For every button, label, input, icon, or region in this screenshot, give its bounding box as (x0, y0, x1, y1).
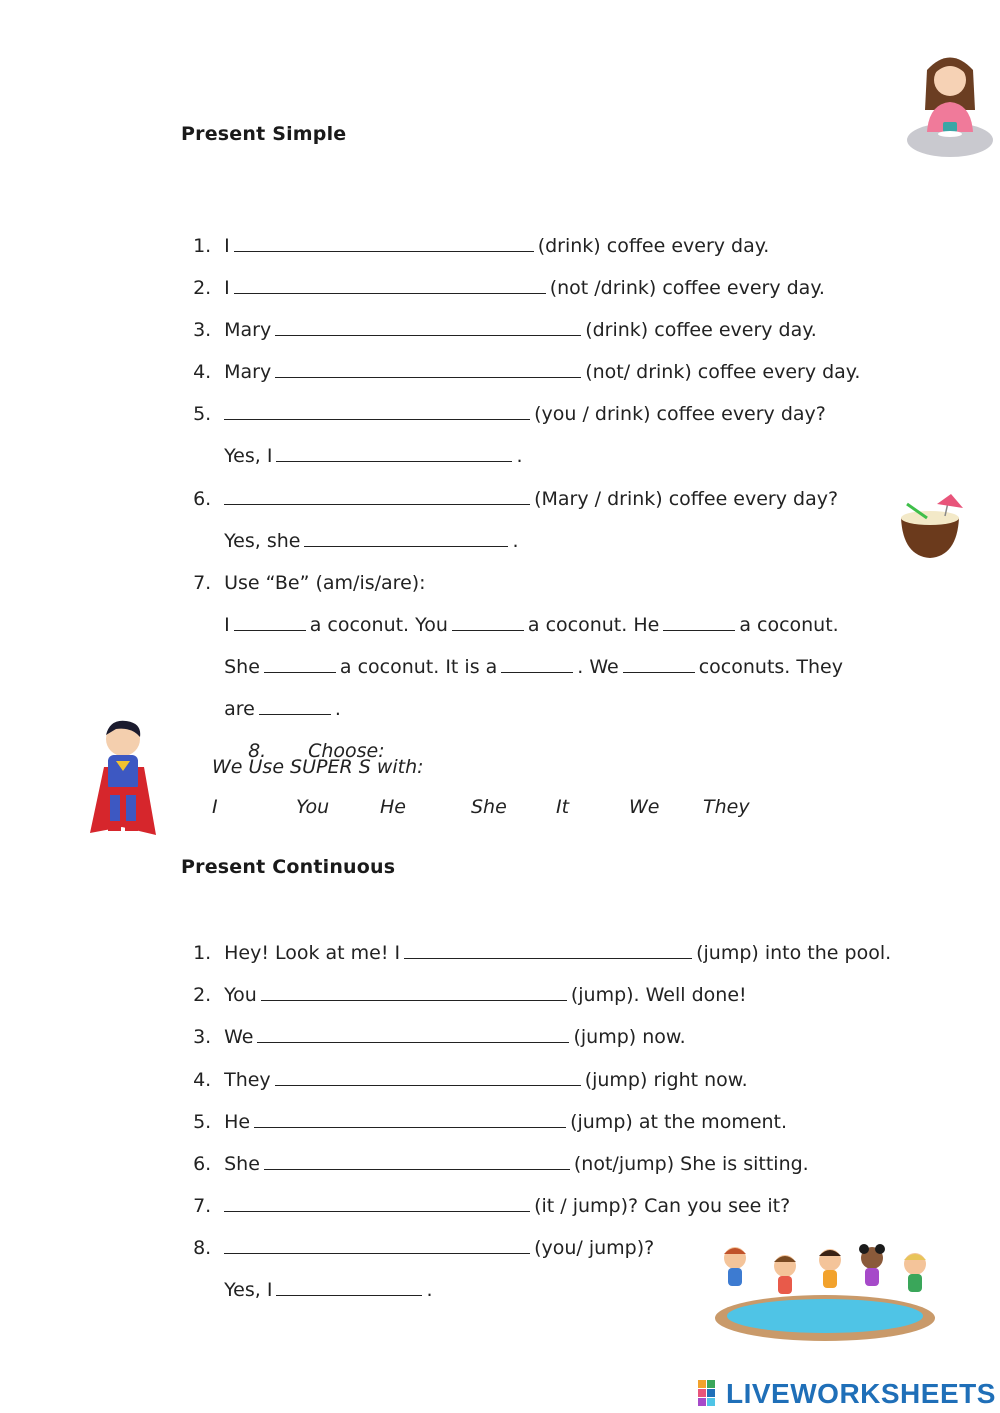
item-text: I (224, 235, 230, 257)
choice-option-they[interactable]: They (703, 796, 750, 818)
item-text: You (224, 984, 257, 1006)
superhero-illustration (86, 717, 161, 845)
item-text: Yes, I (224, 445, 273, 467)
item-text: (jump). Well done! (570, 984, 747, 1006)
item-number: 7. (193, 1195, 212, 1217)
item-number: 1. (193, 942, 212, 964)
pc-item-8-answer (212, 1251, 433, 1303)
item-number: 3. (193, 1026, 212, 1048)
be-text: I (224, 614, 230, 636)
item-text: We (224, 1026, 254, 1048)
be-text: . We (577, 656, 619, 678)
choice-option-we[interactable]: We (629, 796, 660, 818)
item-number: 1. (193, 235, 212, 257)
item-text: (jump) now. (573, 1026, 686, 1048)
item-text: (drink) coffee every day. (537, 235, 770, 257)
brand-name: LIVEWORKSHEETS (726, 1378, 996, 1409)
item-text: . (426, 1279, 433, 1301)
choice-option-she[interactable]: She (471, 796, 507, 818)
item-number: 6. (193, 488, 212, 510)
item-number: 2. (193, 984, 212, 1006)
item-number: 5. (193, 403, 212, 425)
choice-option-he[interactable]: He (380, 796, 406, 818)
choose-label: Choose: (308, 740, 385, 762)
choice-option-it[interactable]: It (556, 796, 570, 818)
item-text: (not/ drink) coffee every day. (585, 361, 861, 383)
item-text: Yes, I (224, 1279, 273, 1301)
item-number: 8. (193, 1237, 212, 1259)
answer-blank[interactable] (501, 654, 573, 673)
be-text: a coconut. (739, 614, 839, 636)
coconut-drink-illustration (893, 494, 968, 564)
liveworksheets-logo-icon (698, 1380, 724, 1408)
choice-option-i[interactable]: I (212, 796, 218, 818)
answer-blank[interactable] (623, 654, 695, 673)
be-text: coconuts. They (698, 656, 843, 678)
item-text: . (512, 530, 519, 552)
answer-blank[interactable] (276, 1277, 422, 1296)
item-text: (you/ jump)? (534, 1237, 655, 1259)
item-text: (drink) coffee every day. (585, 319, 817, 341)
item-text: She (224, 1153, 260, 1175)
item-text: They (224, 1069, 271, 1091)
be-text: are (224, 698, 255, 720)
item-text: Mary (224, 361, 272, 383)
item-text: (it / jump)? Can you see it? (534, 1195, 791, 1217)
item-text: . (516, 445, 523, 467)
item-number: 4. (193, 361, 212, 383)
choose-prompt: We Use SUPER S with: (212, 756, 424, 778)
be-text: a coconut. It is a (339, 656, 498, 678)
item-text: I (224, 277, 230, 299)
item-number: 5. (193, 1111, 212, 1133)
item-text: (Mary / drink) coffee every day? (534, 488, 839, 510)
item-number: 3. (193, 319, 212, 341)
item-text: Yes, she (224, 530, 301, 552)
be-text: a coconut. He (527, 614, 660, 636)
item-text: (jump) into the pool. (696, 942, 892, 964)
be-text: . (334, 698, 341, 720)
item-text: (jump) right now. (584, 1069, 748, 1091)
item-text: Hey! Look at me! I (224, 942, 401, 964)
liveworksheets-logo[interactable] (698, 1376, 996, 1412)
item-text: (you / drink) coffee every day? (534, 403, 826, 425)
item-text: (not /drink) coffee every day. (549, 277, 825, 299)
item-text: He (224, 1111, 251, 1133)
woman-coffee-illustration (905, 50, 995, 160)
be-text: She (224, 656, 260, 678)
be-instruction: Use “Be” (am/is/are): (224, 572, 426, 594)
item-text: (jump) at the moment. (570, 1111, 788, 1133)
be-text: a coconut. You (309, 614, 448, 636)
item-text: Mary (224, 319, 272, 341)
choice-option-you[interactable]: You (296, 796, 330, 818)
item-number: 7. (193, 572, 212, 594)
present-simple-heading: Present Simple (181, 123, 347, 145)
item-number: 2. (193, 277, 212, 299)
item-number: 8. (248, 740, 267, 762)
item-text: (not/jump) She is sitting. (573, 1153, 809, 1175)
item-number: 4. (193, 1069, 212, 1091)
kids-pool-illustration (710, 1238, 945, 1343)
present-continuous-heading: Present Continuous (181, 856, 396, 878)
item-number: 6. (193, 1153, 212, 1175)
